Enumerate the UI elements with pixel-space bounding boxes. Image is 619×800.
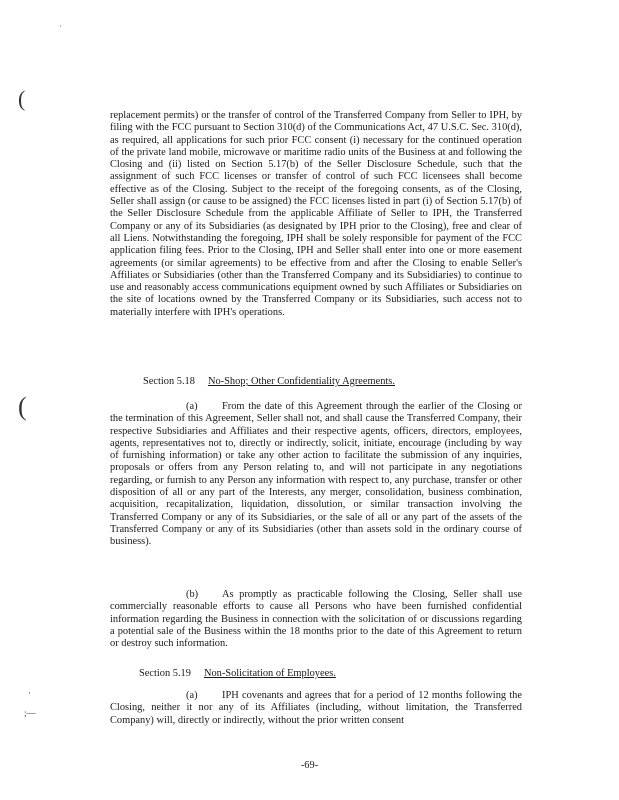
clause-text: From the date of this Agreement through the earlier of the Closing or the termination of this Agreement, Seller shall not, and shall cause the Transferred Company, their respective Subsidiaries and Affiliates and their respective agents, officers, directors, employees, agents, representatives not to, directly or indirectly, solicit, initiate, encourage (including by way of furnishing information) or take any other action to facilitate the submission of any inquiries, proposals or offers from any Person relating to, and will not participate in any negotiations regarding, or furnish to any Person any information with respect to, any purchase, transfer or other disposition of all or any part of the Interests, any merger, consolidation, business combination, acquisition, recapitalization, liquidation, dissolution, or similar transaction involving the Transferred Company or any of its Subsidiaries, or the sale of all or any part of the assets of the Transferred Company or any of its Subsidiaries (other than assets sold in the ordinary course of business). (110, 401, 522, 548)
section-title: No-Shop; Other Confidentiality Agreements. (207, 376, 395, 387)
clause-label: (a) (186, 401, 198, 412)
clause-label: (b) (186, 589, 199, 600)
section-title: Non-Solicitation of Employees. (203, 668, 336, 679)
section-5-19-heading (139, 668, 336, 680)
section-5-19-a-paragraph (110, 690, 522, 727)
paragraph-continuation: replacement permits) or the transfer of control of the Transferred Company from Seller to IPH, by filing with the FCC pursuant to Section 310(d) of the Communications Act, 47 U.S.C. Sec. 310(d), as required, all applications for such prior FCC consent (i) necessary for the continued operation of the private land mobile, microwave or maritime radio units of the Business at and following the Closing and (ii) listed on Section 5.17(b) of the Seller Disclosure Schedule, such that the assignment of such FCC licenses or transfer of control of such FCC licensees shall become effective as of the Closing. Subject to the receipt of the foregoing consents, as of the Closing, Seller shall assign (or cause to be assigned) the FCC licenses listed in part (i) of Section 5.17(b) of the Seller Disclosure Schedule from the applicable Affiliate of Seller to IPH, the Transferred Company or any of its Subsidiaries (as designated by IPH prior to the Closing), free and clear of all Liens. Notwithstanding the foregoing, IPH shall be solely responsible for payment of the FCC application filing fees. Prior to the Closing, IPH and Seller shall enter into one or more easement agreements (or similar agreements) to be effective from and after the Closing to enable Seller's Affiliates or Subsidiaries (other than the Transferred Company and its Subsidiaries) to continue to use and reasonably access communications equipment owned by such Affiliates or Subsidiaries on the site of locations owned by the Transferred Company or its Subsidiaries, such access not to materially interfere with IPH's operations. (110, 110, 522, 318)
page-number: -69- (300, 760, 319, 771)
margin-tick-mark: · (28, 688, 31, 698)
margin-tick-mark: ;— (24, 708, 36, 718)
section-number: Section 5.19 (139, 668, 191, 679)
margin-bracket-mark: ( (18, 392, 27, 421)
clause-text: As promptly as practicable following the Closing, Seller shall use commercially reasonable efforts to cause all Persons who have been furnished confidential information regarding the Business in connection with the solicitation of or discussions regarding a potential sale of the Business within the 18 months prior to the date of this Agreement to return or destroy such information. (110, 589, 522, 650)
clause-label: (a) (186, 690, 198, 701)
section-5-18-heading (143, 376, 395, 388)
clause-text: IPH covenants and agrees that for a period of 12 months following the Closing, neither it nor any of its Affiliates (including, without limitation, the Transferred Company) will, directly or indirectly, without the prior written consent (110, 690, 522, 726)
margin-bracket-mark: ( (18, 86, 26, 111)
section-5-18-b-paragraph (110, 589, 522, 650)
section-5-18-a-paragraph (110, 401, 522, 549)
scan-dot-mark: · (59, 22, 62, 31)
section-number: Section 5.18 (143, 376, 195, 387)
